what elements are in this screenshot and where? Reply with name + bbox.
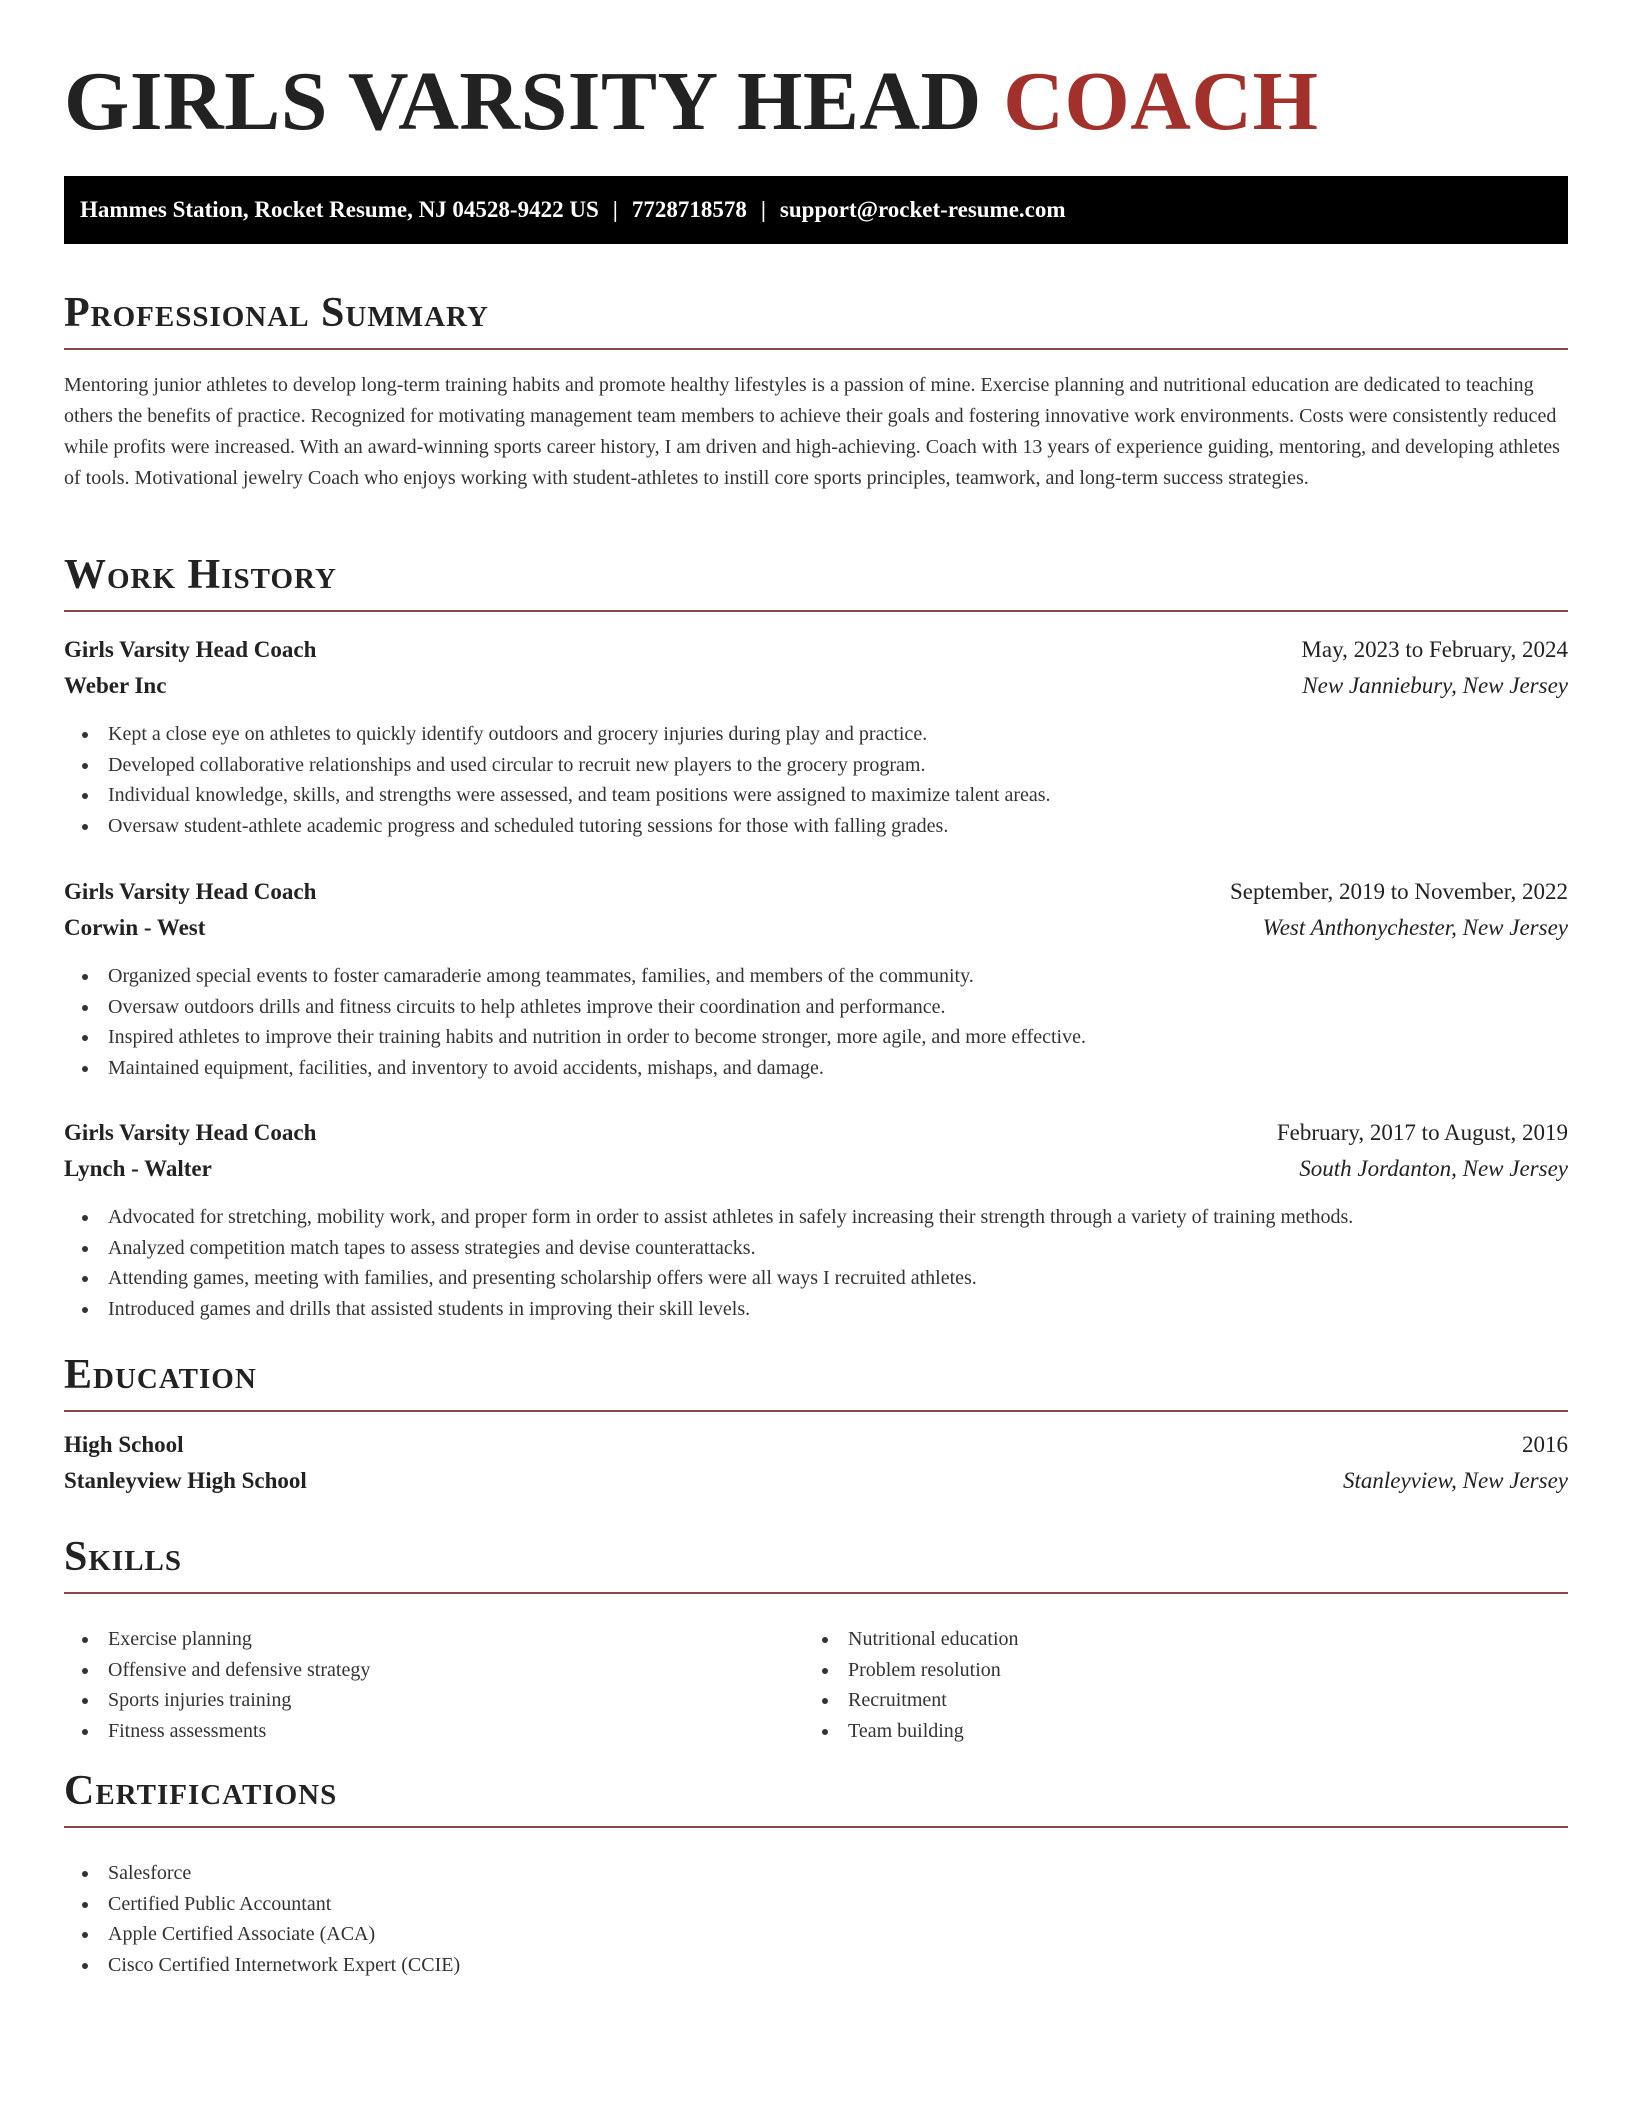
- job-dates: February, 2017 to August, 2019: [1276, 1120, 1568, 1145]
- job-bullet: Oversaw student-athlete academic progress and scheduled tutoring sessions for those with falling grades.: [64, 811, 1051, 842]
- job-dates: September, 2019 to November, 2022: [1230, 879, 1568, 904]
- certifications-list: [64, 1858, 460, 1980]
- education-section-header: [64, 1350, 1568, 1412]
- job-bullet: Kept a close eye on athletes to quickly identify outdoors and grocery injuries during play and practice.: [64, 719, 1051, 750]
- job-dates: May, 2023 to February, 2024: [1301, 637, 1568, 662]
- skill-item: Recruitment: [804, 1685, 1019, 1716]
- skills-list-left: [64, 1624, 370, 1746]
- work-heading: Work History: [64, 552, 337, 598]
- certification-item: Certified Public Accountant: [64, 1889, 460, 1920]
- summary-heading: Professional Summary: [64, 290, 489, 336]
- job-title: Girls Varsity Head Coach: [64, 1120, 317, 1145]
- job-company: Lynch - Walter: [64, 1156, 212, 1181]
- job-title-row: [64, 632, 1568, 668]
- resume-title: [64, 52, 1318, 152]
- job-title-row: [64, 1115, 1568, 1151]
- summary-section-header: [64, 288, 1568, 350]
- skill-item: Exercise planning: [64, 1624, 370, 1655]
- contact-separator: |: [612, 197, 618, 222]
- title-accent: COACH: [1003, 55, 1319, 148]
- job-company: Weber Inc: [64, 673, 167, 698]
- job-bullet: Organized special events to foster camaraderie among teammates, families, and members of the community.: [64, 961, 1086, 992]
- job-bullet: Developed collaborative relationships and used circular to recruit new players to the grocery program.: [64, 750, 1051, 781]
- job-location: South Jordanton, New Jersey: [1299, 1156, 1568, 1181]
- summary-text: Mentoring junior athletes to develop long-term training habits and promote healthy lifestyles is a passion of mine. Exercise planning and nutritional education are dedicated to teaching others the benefits of practice. Recognized for motivating management team members to achieve their goals and fostering innovative work environments. Costs were consistently reduced while profits were increased. With an award-winning sports career history, I am driven and high-achieving. Coach with 13 years of experience guiding, mentoring, and developing athletes of tools. Motivational jewelry Coach who enjoys working with student-athletes to instill core sports principles, teamwork, and long-term success strategies.: [64, 374, 1560, 489]
- job-bullet-list: [64, 1202, 1353, 1324]
- job-bullet: Oversaw outdoors drills and fitness circuits to help athletes improve their coordination and performance.: [64, 992, 1086, 1023]
- skill-item: Team building: [804, 1716, 1019, 1747]
- job-title: Girls Varsity Head Coach: [64, 879, 317, 904]
- job-location: West Anthonychester, New Jersey: [1262, 915, 1568, 940]
- skills-heading: Skills: [64, 1534, 183, 1580]
- job-company-row: [64, 1151, 1568, 1187]
- contact-bar: [64, 176, 1568, 244]
- skill-item: Fitness assessments: [64, 1716, 370, 1747]
- job-bullet: Advocated for stretching, mobility work, and proper form in order to assist athletes in safely increasing their strength through a variety of training methods.: [64, 1202, 1353, 1233]
- job-bullet: Analyzed competition match tapes to assess strategies and devise counterattacks.: [64, 1233, 1353, 1264]
- job-bullet: Attending games, meeting with families, and presenting scholarship offers were all ways I recruited athletes.: [64, 1263, 1353, 1294]
- job-company-row: [64, 668, 1568, 704]
- job-bullet: Introduced games and drills that assisted students in improving their skill levels.: [64, 1294, 1353, 1325]
- job-title: Girls Varsity Head Coach: [64, 637, 317, 662]
- education-year: 2016: [1522, 1432, 1568, 1457]
- job-bullet: Inspired athletes to improve their training habits and nutrition in order to become stronger, more agile, and more effective.: [64, 1022, 1086, 1053]
- skill-item: Sports injuries training: [64, 1685, 370, 1716]
- job-bullet: Maintained equipment, facilities, and inventory to avoid accidents, mishaps, and damage.: [64, 1053, 1086, 1084]
- skill-item: Offensive and defensive strategy: [64, 1655, 370, 1686]
- education-heading: Education: [64, 1352, 257, 1398]
- title-main: GIRLS VARSITY HEAD: [64, 55, 982, 148]
- job-bullet-list: [64, 719, 1051, 841]
- contact-address: Hammes Station, Rocket Resume, NJ 04528-9422 US: [80, 197, 599, 222]
- education-location: Stanleyview, New Jersey: [1342, 1468, 1568, 1493]
- contact-separator: |: [760, 197, 766, 222]
- job-company: Corwin - West: [64, 915, 206, 940]
- job-title-row: [64, 874, 1568, 910]
- certification-item: Cisco Certified Internetwork Expert (CCIE): [64, 1950, 460, 1981]
- education-degree-row: [64, 1427, 1568, 1463]
- education-school-row: [64, 1463, 1568, 1499]
- certification-item: Salesforce: [64, 1858, 460, 1889]
- job-entry: [64, 874, 1568, 1094]
- job-bullet: Individual knowledge, skills, and strengths were assessed, and team positions were assigned to maximize talent areas.: [64, 780, 1051, 811]
- education-degree: High School: [64, 1432, 184, 1457]
- job-location: New Janniebury, New Jersey: [1302, 673, 1568, 698]
- certifications-section-header: [64, 1766, 1568, 1828]
- job-entry: [64, 1115, 1568, 1335]
- education-school: Stanleyview High School: [64, 1468, 307, 1493]
- job-entry: [64, 632, 1568, 852]
- certification-item: Apple Certified Associate (ACA): [64, 1919, 460, 1950]
- work-section-header: [64, 550, 1568, 612]
- certifications-heading: Certifications: [64, 1768, 338, 1814]
- contact-email[interactable]: support@rocket-resume.com: [779, 197, 1066, 222]
- skill-item: Nutritional education: [804, 1624, 1019, 1655]
- job-bullet-list: [64, 961, 1086, 1083]
- skills-list-right: [804, 1624, 1019, 1746]
- contact-phone[interactable]: 7728718578: [631, 197, 747, 222]
- skills-section-header: [64, 1532, 1568, 1594]
- skill-item: Problem resolution: [804, 1655, 1019, 1686]
- job-company-row: [64, 910, 1568, 946]
